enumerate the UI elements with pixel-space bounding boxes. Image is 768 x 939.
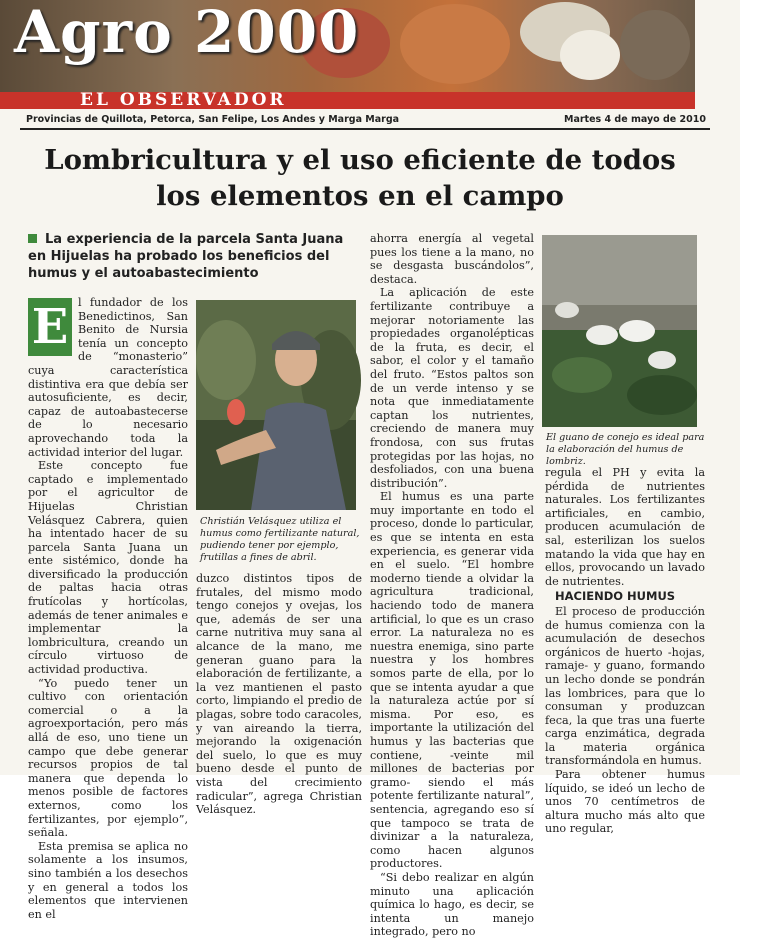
paragraph: “Si debo realizar en algún minuto una aplicación química lo hago, es decir, se intenta un manejo integrado, pero no (370, 870, 534, 939)
column-4 (545, 466, 705, 836)
masthead-section: EL OBSERVADOR (80, 90, 287, 110)
rabbits-photo (542, 235, 697, 427)
paragraph: El proceso de producción de humus comienza con la acumulación de desechos orgánicos de huerto -hojas, ramaje- y guano, formando un lecho donde se pondrán las lombrices, para que lo consuman y produzcan feca, la que tras una fuerte carga enzimática, degrada la materia orgánica transformándola en humus. (545, 604, 705, 768)
column-2 (196, 572, 362, 817)
paragraph: ahorra energía al vegetal pues los tiene a la mano, no se desgasta buscándolos”, destaca. (370, 232, 534, 286)
subhead-bullet-icon (28, 234, 37, 243)
column-1 (28, 296, 188, 921)
provinces-text: Provincias de Quillota, Petorca, San Felipe, Los Andes y Marga Marga (26, 114, 400, 125)
paragraph: Este concepto fue captado e implementado por el agricultor de Hijuelas Christian Velásquez Cabrera, quien ha intentado hacer de su parcela Santa Juana un ente sistémico, donde ha diversificado la producción de paltas hacia otras frutícolas y hortícolas, además de tener animales e implementar la lombricultura, creando un círculo virtuoso de actividad productiva. (28, 459, 188, 677)
farmer-photo (196, 300, 356, 510)
paragraph: l fundador de los Benedictinos, San Benito de Nursia tenía un concepto de “monasterio” cuya característica distintiva era que debía ser autosuficiente, es decir, capaz de autoabastecerse de lo necesario aprovechando toda la actividad interior del lugar. (28, 296, 188, 459)
paragraph: “Yo puedo tener un cultivo con orientación comercial o a la agroexportación, pero más allá de eso, uno tiene un campo que debe generar recursos propios de tal manera que dependa lo menos posible de factores externos, como los fertilizantes, por ejemplo”, señala. (28, 676, 188, 840)
paragraph: duzco distintos tipos de frutales, del mismo modo tengo conejos y ovejas, los que, además de ser una carne nutritiva muy sana al alcance de la mano, me generan guano para la elaboración de fertilizante, a la vez mantienen el pasto corto, limpiando el predio de plagas, sobre todo caracoles, y van aireando la tierra, mejorando la oxigenación del suelo, lo que es muy bueno desde el punto de vista del crecimiento radicular”, agrega Christian Velásquez. (196, 572, 362, 817)
paragraph: Esta premisa se aplica no solamente a los insumos, sino también a los desechos y en general a todos los elementos que intervienen en el (28, 839, 188, 921)
article-subhead (28, 231, 348, 282)
section-heading: HACIENDO HUMUS (555, 589, 676, 604)
paragraph: El humus es una parte muy importante en todo el proceso, donde lo particular, es que se intenta en esta experiencia, es generar vida en el suelo. “El hombre moderno tiende a olvidar la agricultura tradicional, haciendo todo de manera artificial, lo que es un craso error. La naturaleza no es nuestra enemiga, sino parte nuestra y los hombres somos parte de ella, por lo que se intenta ayudar a que la naturaleza actúe por sí misma. Por eso, es importante la utilización del humus y las bacterias que contiene, -veinte mil millones de bacterias por gramo- siendo el más potente fertilizante natural”, sentencia, agregando eso sí que tampoco se trata de divinizar a la naturaleza, como hacen algunos productores. (370, 490, 534, 871)
paragraph: La aplicación de este fertilizante contribuye a mejorar notoriamente las propiedades organolépticas de la fruta, es decir, el sabor, el color y el tamaño del fruto. “Estos paltos son de un verde intenso y se nota que inmediatamente captan los nutrientes, creciendo de manera muy frondosa, con sus frutas protegidas por las hojas, no desfoliados, con una buena distribución”. (370, 286, 534, 490)
paragraph: regula el PH y evita la pérdida de nutrientes naturales. Los fertilizantes artificiales, en cambio, producen acumulación de sal, esterilizan los suelos matando la vida que hay en ellos, provocando un lavado de nutrientes. (545, 466, 705, 588)
header-rule (20, 128, 710, 130)
edition-line (26, 114, 706, 125)
subhead-text: La experiencia de la parcela Santa Juana en Hijuelas ha probado los beneficios del humus y el autoabastecimiento (28, 232, 344, 281)
issue-date: Martes 4 de mayo de 2010 (564, 114, 706, 125)
column-3 (370, 232, 534, 939)
paragraph: Para obtener humus líquido, se ideó un lecho de unos 70 centímetros de altura mucho más alto que uno regular, (545, 768, 705, 836)
article-headline: Lombricultura y el uso eficiente de todos los elementos en el campo (44, 144, 676, 212)
drop-cap: E (28, 298, 72, 356)
photo-caption-rabbits: El guano de conejo es ideal para la elaboración del humus de lombriz. (546, 432, 705, 467)
masthead-title: Agro 2000 (14, 0, 360, 66)
photo-caption-farmer: Christián Velásquez utiliza el humus como fertilizante natural, pudiendo tener por ejemplo, frutillas a fines de abril. (200, 516, 360, 563)
torn-edge (740, 0, 768, 775)
masthead-banner (0, 0, 695, 92)
